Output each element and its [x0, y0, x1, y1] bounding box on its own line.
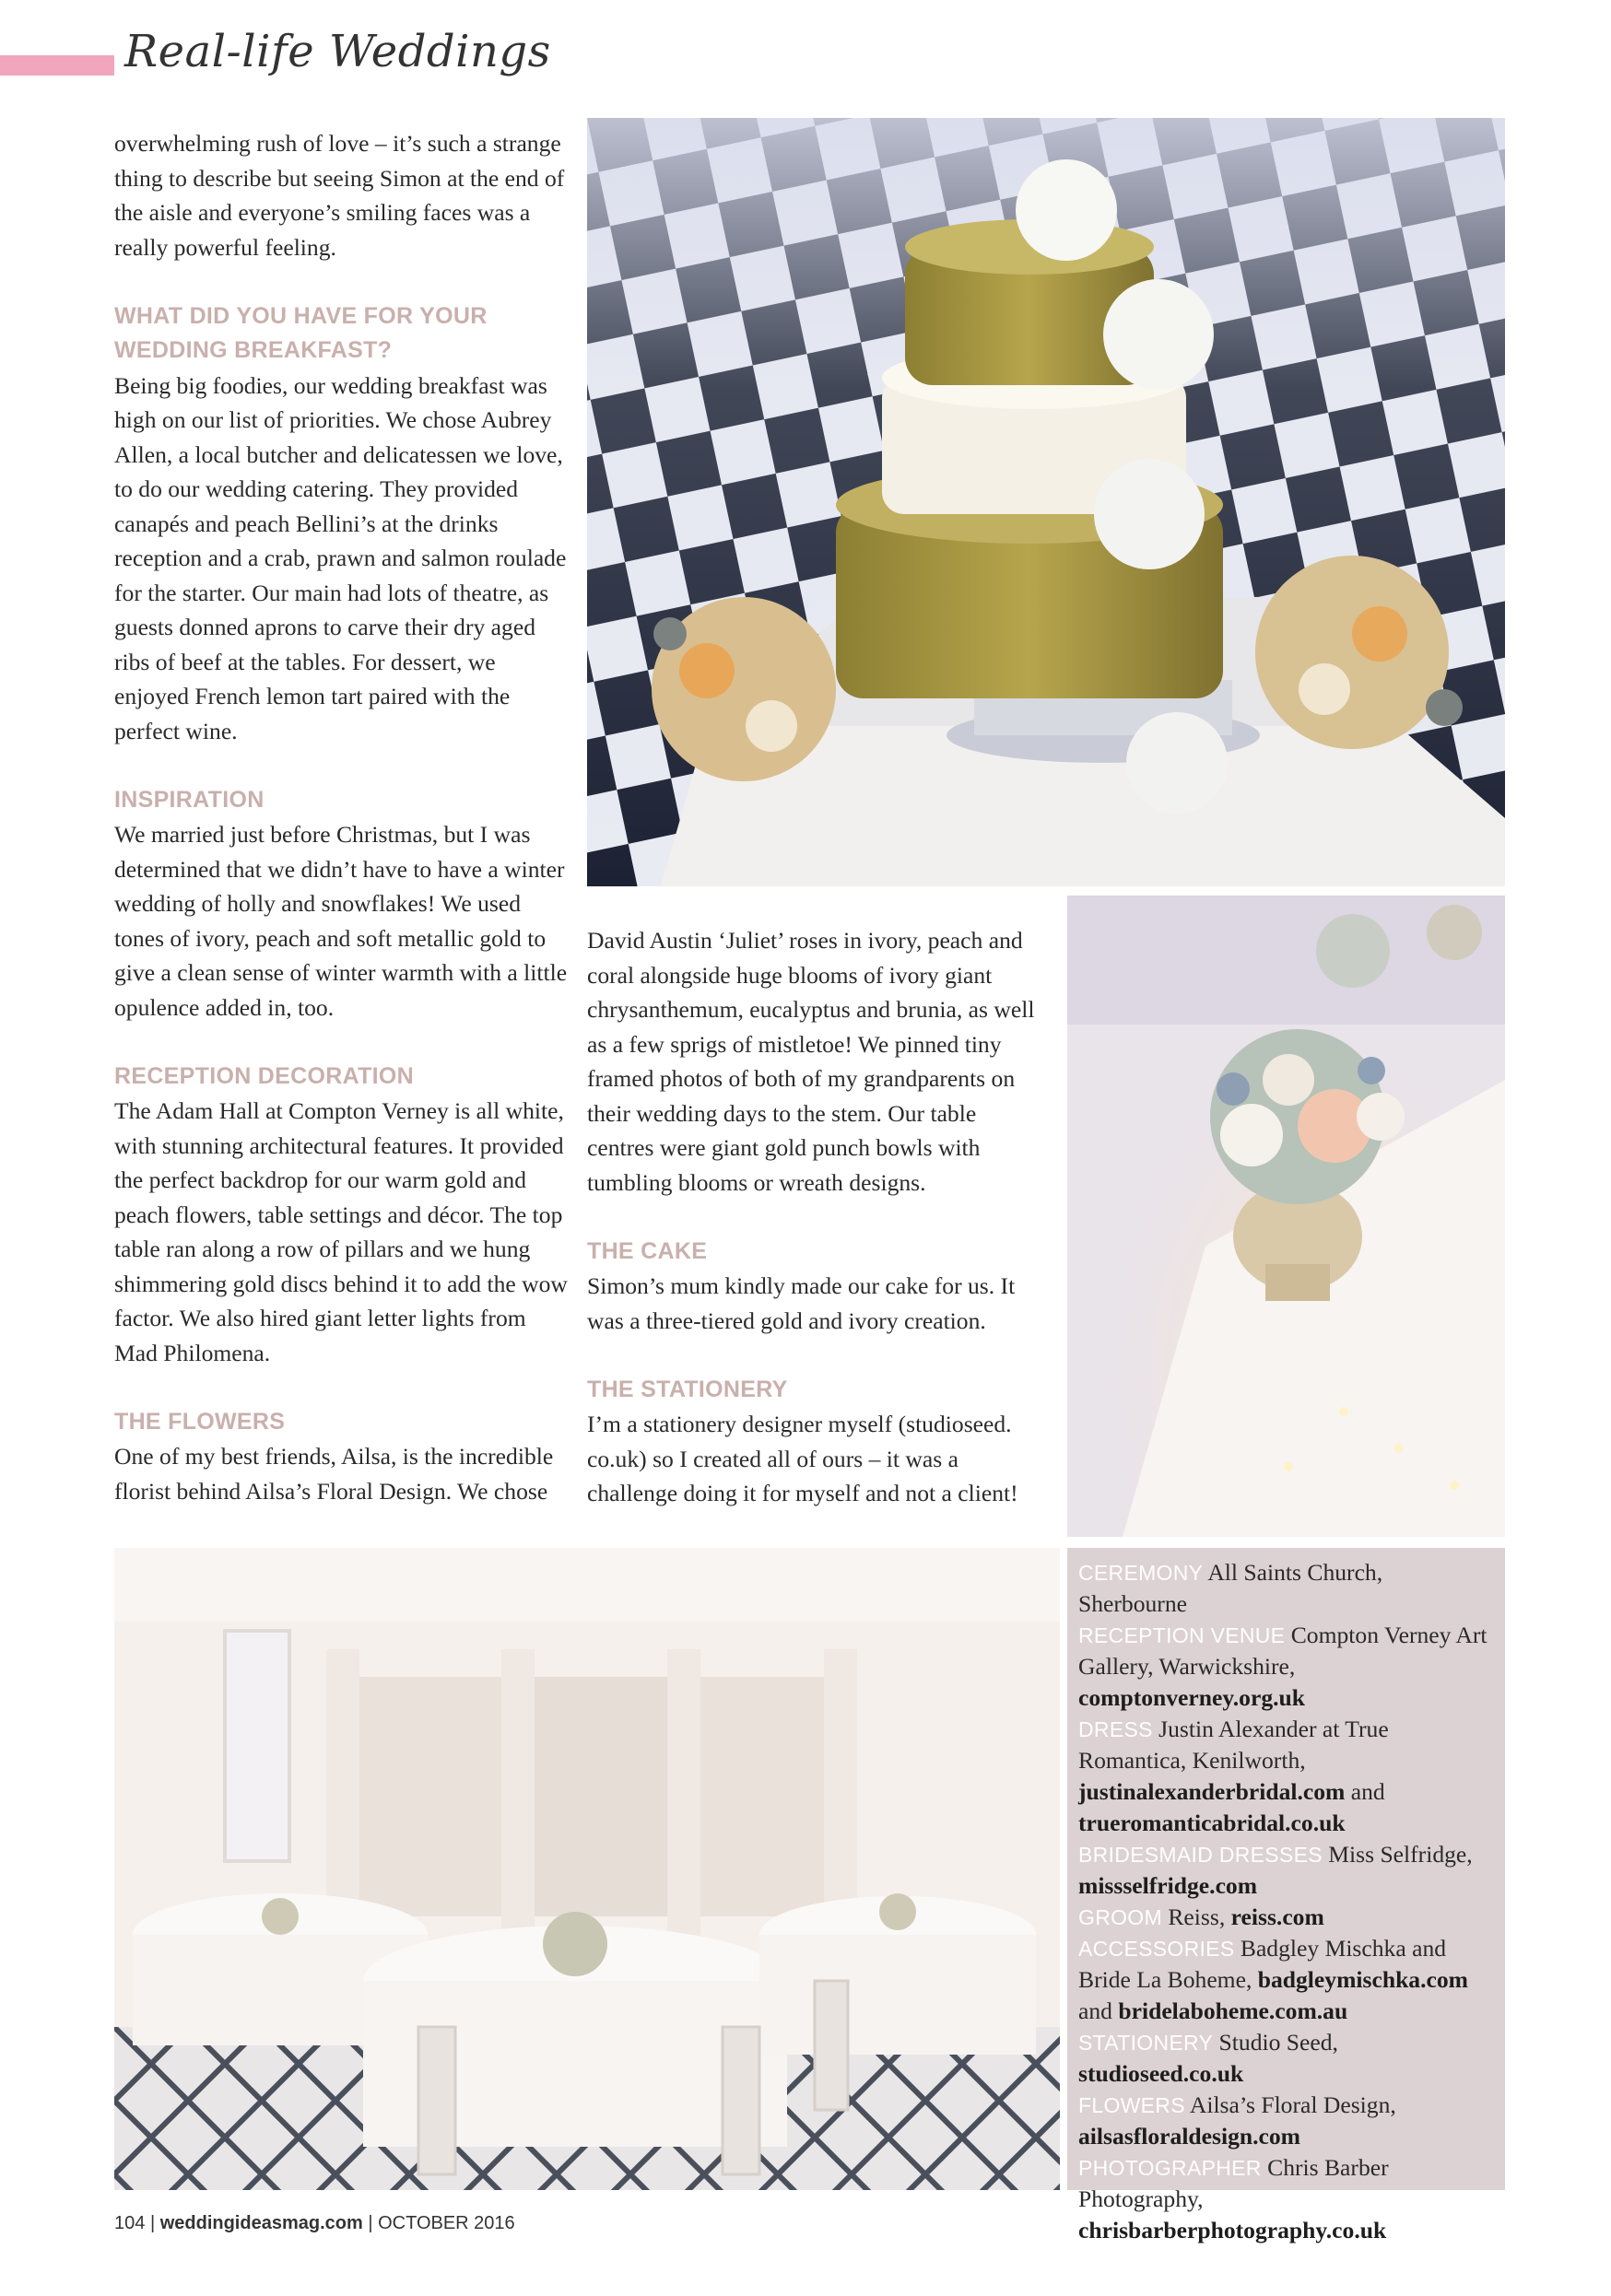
cake-photo [587, 118, 1505, 886]
credit-link[interactable]: chrisbarberphotography.co.uk [1078, 2217, 1387, 2243]
body-paragraph: Simon’s mum kindly made our cake for us. It was a three-tiered gold and ivory creation. [587, 1272, 1016, 1334]
paragraph-gap [114, 1370, 570, 1405]
credit-link[interactable]: ailsasfloraldesign.com [1078, 2123, 1301, 2150]
credit-text: Badgley Mischka and Bride La Boheme, [1078, 1935, 1447, 1993]
section-heading: THE FLOWERS [114, 1408, 286, 1435]
credit-entry [1078, 2090, 1494, 2152]
credit-label: RECEPTION VENUE [1078, 1623, 1286, 1647]
body-paragraph: We married just before Christmas, but I was determined that we didn’t have to have a winter wedding of holly and snowflakes! We used tones of ivory, peach and soft metallic gold to give a clean sense of winter warmth with a little opulence added in, too. [114, 821, 568, 1021]
credit-link[interactable]: reiss.com [1230, 1904, 1324, 1930]
section-heading: THE STATIONERY [587, 1376, 788, 1402]
paragraph-gap [114, 1025, 570, 1060]
section-heading: RECEPTION DECORATION [114, 1062, 414, 1089]
credit-link[interactable]: comptonverney.org.uk [1078, 1684, 1305, 1711]
credit-text: Studio Seed, [1218, 2029, 1338, 2056]
credit-link[interactable]: trueromanticabridal.co.uk [1078, 1810, 1346, 1836]
credit-text: Miss Selfridge, [1328, 1841, 1473, 1868]
article-column-1 [114, 126, 570, 1508]
paragraph-gap [114, 264, 570, 299]
credit-label: DRESS [1078, 1717, 1153, 1741]
credit-label: PHOTOGRAPHER [1078, 2156, 1262, 2180]
credit-text: Chris Barber Photography, [1078, 2154, 1389, 2212]
credit-entry [1078, 1557, 1494, 1620]
page-footer [114, 2213, 515, 2234]
section-title: Real-life Weddings [124, 26, 551, 77]
credits-box [1067, 1548, 1505, 2243]
section-heading: THE CAKE [587, 1237, 708, 1264]
credit-entry [1078, 2152, 1494, 2246]
table-centrepiece-photo [1067, 896, 1505, 1537]
section-heading: WHAT DID YOU HAVE FOR YOUR WEDDING BREAKFAST? [114, 302, 488, 363]
credit-entry [1078, 1933, 1494, 2027]
credit-link[interactable]: missselfridge.com [1078, 1872, 1258, 1899]
credit-entry [1078, 2027, 1494, 2090]
credit-link[interactable]: studioseed.co.uk [1078, 2060, 1244, 2087]
body-paragraph: One of my best friends, Ailsa, is the incredible florist behind Ailsa’s Floral Design. We chose [114, 1443, 554, 1505]
credit-text: Reiss, [1168, 1904, 1226, 1930]
reception-hall-photo [114, 1548, 1060, 2190]
credit-label: BRIDESMAID DRESSES [1078, 1843, 1323, 1867]
credit-entry [1078, 1714, 1494, 1839]
paragraph-gap [114, 748, 570, 783]
header-accent-bar [0, 55, 114, 76]
credit-text: Compton Verney Art Gallery, Warwickshire, [1078, 1622, 1488, 1680]
paragraph-gap [587, 1338, 1048, 1373]
credit-label: FLOWERS [1078, 2093, 1185, 2117]
paragraph-gap [587, 1200, 1048, 1235]
page-number: 104 [114, 2213, 146, 2233]
credit-entry [1078, 1902, 1494, 1933]
body-paragraph: I’m a stationery designer myself (studioseed. co.uk) so I created all of ours – it was a challenge doing it for myself and not a client! [587, 1411, 1018, 1506]
credit-label: STATIONERY [1078, 2031, 1214, 2055]
credit-joiner: and [1350, 1778, 1385, 1805]
footer-site: weddingideasmag.com [159, 2213, 363, 2233]
credit-label: GROOM [1078, 1905, 1162, 1929]
credit-link[interactable]: badgleymischka.com [1257, 1966, 1468, 1993]
credit-text: Ailsa’s Floral Design, [1189, 2091, 1396, 2118]
article-column-2 [587, 923, 1048, 1511]
section-heading: INSPIRATION [114, 786, 265, 813]
credit-joiner: and [1078, 1997, 1112, 2024]
credit-link[interactable]: justinalexanderbridal.com [1078, 1778, 1346, 1805]
credit-label: ACCESSORIES [1078, 1937, 1235, 1961]
body-paragraph: David Austin ‘Juliet’ roses in ivory, peach and coral alongside huge blooms of ivory giant chrysanthemum, eucalyptus and brunia, as well as a few sprigs of mistletoe! We pinned tiny framed photos of both of my grandparents on their wedding days to the stem. Our table centres were giant gold punch bowls with tumbling blooms or wreath designs. [587, 927, 1035, 1196]
footer-separator: | [368, 2213, 373, 2233]
footer-separator: | [149, 2213, 156, 2233]
body-paragraph: The Adam Hall at Compton Verney is all white, with stunning architectural features. It provided the perfect backdrop for our warm gold and peach flowers, table settings and décor. The top table ran along a row of pillars and we hung shimmering gold discs behind it to add the wow factor. We also hired giant letter lights from Mad Philomena. [114, 1097, 568, 1366]
credit-text: Justin Alexander at True Romantica, Kenilworth, [1078, 1716, 1389, 1774]
credit-label: CEREMONY [1078, 1561, 1204, 1585]
credit-entry [1078, 1839, 1494, 1902]
credit-entry [1078, 1620, 1494, 1714]
credit-text: All Saints Church, Sherbourne [1078, 1559, 1383, 1617]
credit-link[interactable]: bridelaboheme.com.au [1118, 1997, 1348, 2024]
footer-issue: OCTOBER 2016 [378, 2213, 515, 2233]
body-paragraph: Being big foodies, our wedding breakfast was high on our list of priorities. We chose Aubrey Allen, a local butcher and delicatessen we love, to do our wedding catering. They provided canapés and peach Bellini’s at the drinks reception and a crab, prawn and salmon roulade for the starter. Our main had lots of theatre, as guests donned aprons to carve their dry aged ribs of beef at the tables. For dessert, we enjoyed French lemon tart paired with the perfect wine. [114, 371, 567, 744]
body-paragraph: overwhelming rush of love – it’s such a strange thing to describe but seeing Simon at the end of the aisle and everyone’s smiling faces was a really powerful feeling. [114, 130, 565, 261]
